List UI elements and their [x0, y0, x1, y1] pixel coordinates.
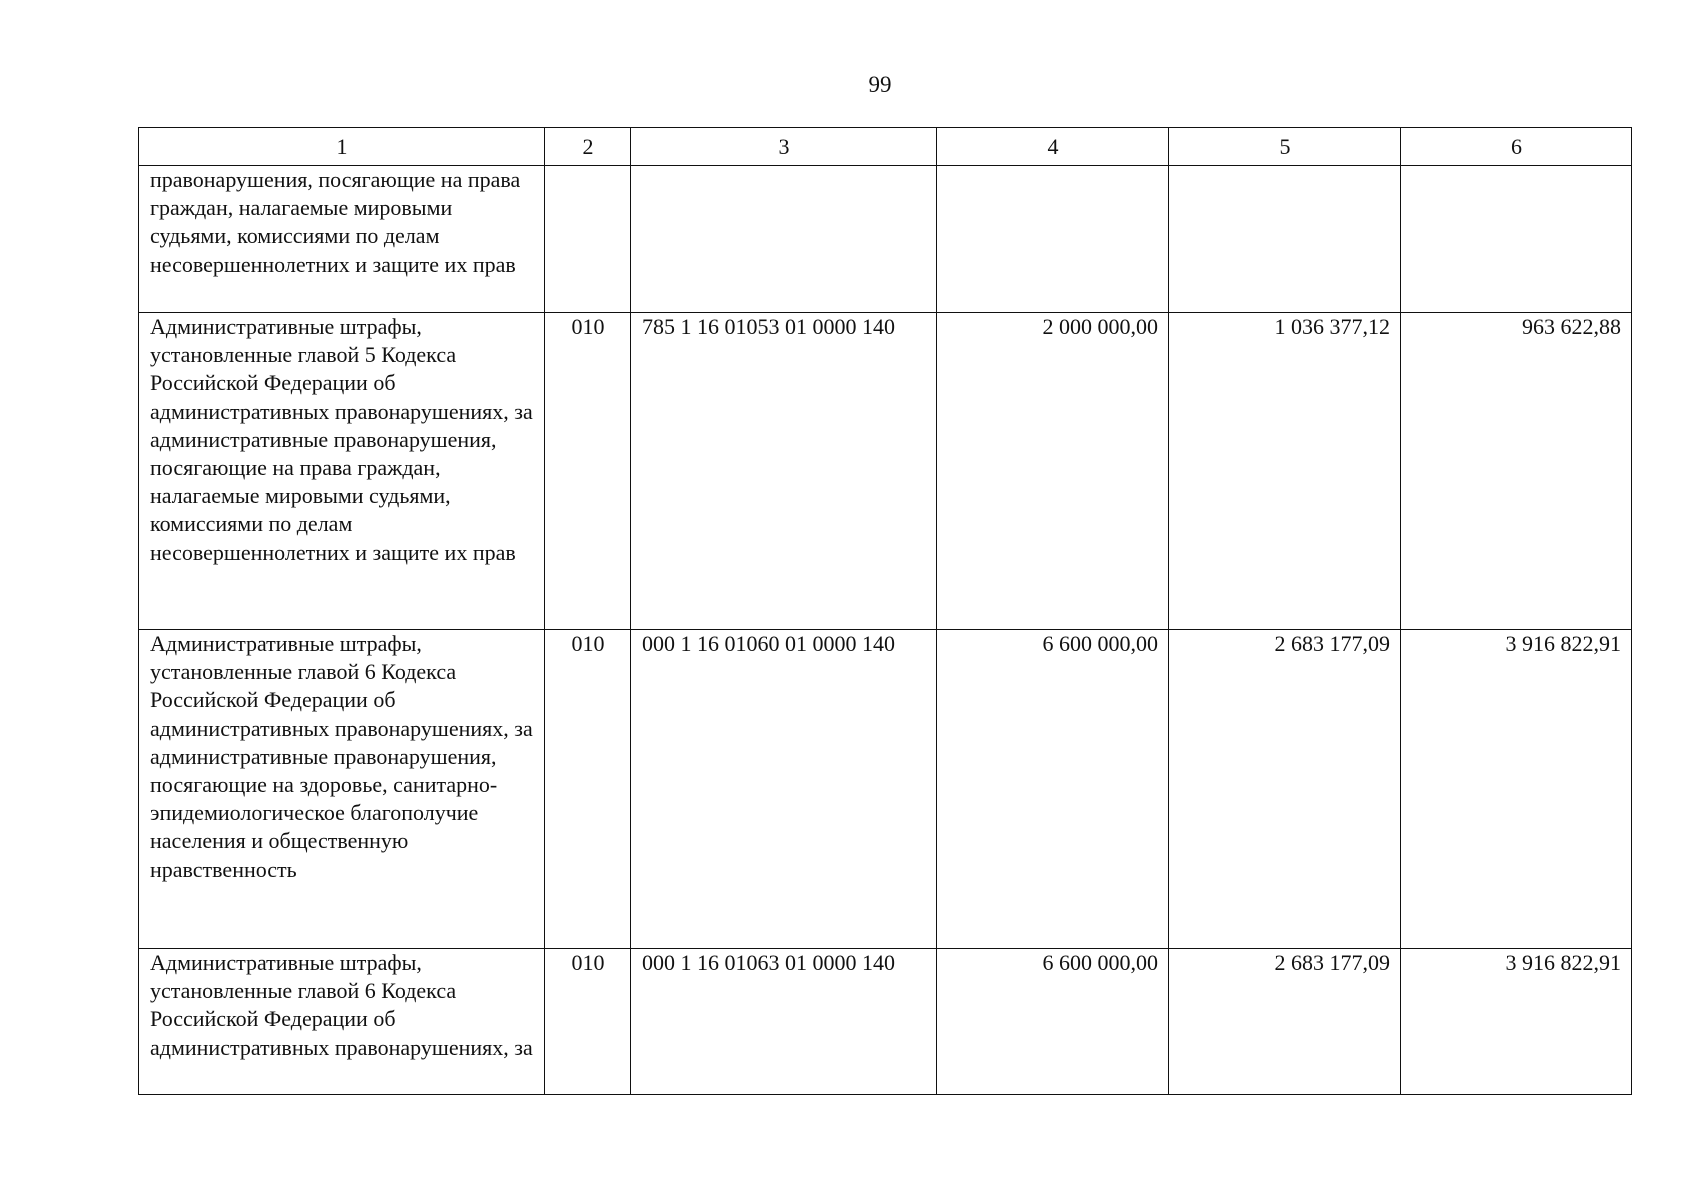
row-column-6-cell: 3 916 822,91	[1401, 630, 1632, 949]
table-row	[139, 313, 1632, 630]
table-row	[139, 949, 1632, 1095]
column-header-6: 6	[1401, 128, 1632, 166]
row-line-code-cell: 010	[545, 949, 631, 1095]
table-row	[139, 166, 1632, 313]
row-column-6-cell: 3 916 822,91	[1401, 949, 1632, 1095]
row-column-5-cell: 2 683 177,09	[1169, 949, 1401, 1095]
row-name-cell: Административные штрафы, установленные главой 6 Кодекса Российской Федерации об административных правонарушениях, за административные правонарушения, посягающие на здоровье, санитарно-эпидемиологическое благополучие населения и общественную нравственность	[139, 630, 545, 949]
table-header-row	[139, 128, 1632, 166]
row-name-cell: Административные штрафы, установленные главой 6 Кодекса Российской Федерации об административных правонарушениях, за	[139, 949, 545, 1095]
row-column-4-cell: 6 600 000,00	[937, 630, 1169, 949]
row-column-6-cell: 963 622,88	[1401, 313, 1632, 630]
row-column-4-cell: 6 600 000,00	[937, 949, 1169, 1095]
row-line-code-cell: 010	[545, 313, 631, 630]
row-column-4-cell	[937, 166, 1169, 313]
row-line-code-cell	[545, 166, 631, 313]
row-column-5-cell: 2 683 177,09	[1169, 630, 1401, 949]
column-header-4: 4	[937, 128, 1169, 166]
row-column-5-cell	[1169, 166, 1401, 313]
column-header-3: 3	[631, 128, 937, 166]
column-header-2: 2	[545, 128, 631, 166]
column-header-5: 5	[1169, 128, 1401, 166]
budget-table	[138, 127, 1632, 1095]
row-column-5-cell: 1 036 377,12	[1169, 313, 1401, 630]
row-line-code-cell: 010	[545, 630, 631, 949]
row-name-cell: правонарушения, посягающие на права граждан, налагаемые мировыми судьями, комиссиями по делам несовершеннолетних и защите их прав	[139, 166, 545, 313]
row-column-4-cell: 2 000 000,00	[937, 313, 1169, 630]
row-budget-code-cell: 000 1 16 01063 01 0000 140	[631, 949, 937, 1095]
row-column-6-cell	[1401, 166, 1632, 313]
row-budget-code-cell: 000 1 16 01060 01 0000 140	[631, 630, 937, 949]
row-budget-code-cell: 785 1 16 01053 01 0000 140	[631, 313, 937, 630]
column-header-1: 1	[139, 128, 545, 166]
table-row	[139, 630, 1632, 949]
row-budget-code-cell	[631, 166, 937, 313]
row-name-cell: Административные штрафы, установленные главой 5 Кодекса Российской Федерации об административных правонарушениях, за административные правонарушения, посягающие на права граждан, налагаемые мировыми судьями, комиссиями по делам несовершеннолетних и защите их прав	[139, 313, 545, 630]
page-number: 99	[868, 72, 892, 97]
